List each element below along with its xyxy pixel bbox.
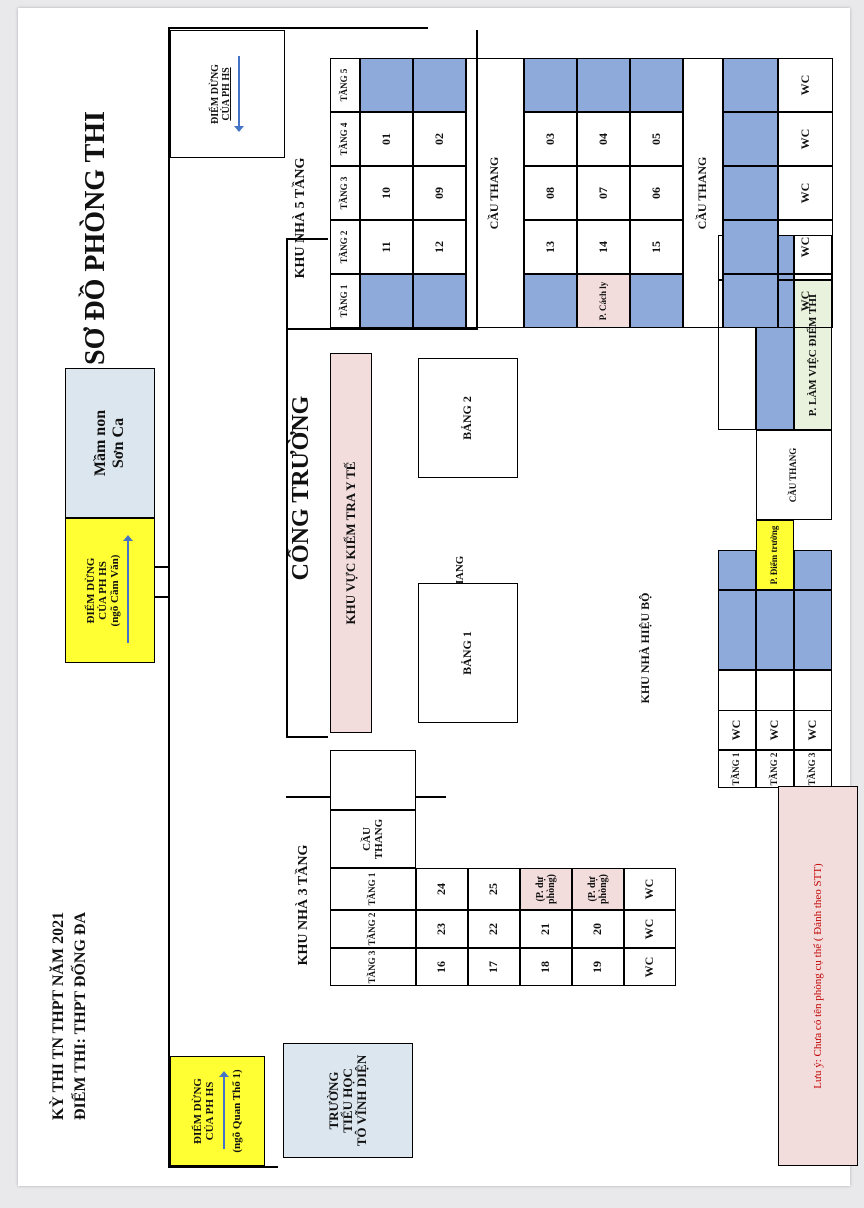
b3-floor-3 <box>330 948 416 986</box>
b3-room-1-0: 17 <box>468 948 520 986</box>
b5-room-3-1: 14 <box>577 220 630 274</box>
stop-right <box>170 30 285 158</box>
b3-room-2-1: 21 <box>520 910 572 948</box>
b3-room-1-1: 22 <box>468 910 520 948</box>
b5-room-1-1: 12 <box>413 220 466 274</box>
kinder-link-a <box>155 596 169 598</box>
b3-floor-2 <box>330 910 416 948</box>
b5-floor-5: TẦNG 5 <box>330 58 360 112</box>
school-gate: CỔNG TRƯỜNG <box>288 395 314 581</box>
b5-room-4-3: 05 <box>630 112 683 166</box>
b3-room-1-2: 25 <box>468 868 520 910</box>
b3-room-2-2: (P. dự phòng) <box>520 868 572 910</box>
b5-room-0-0 <box>360 274 413 328</box>
boundary-left <box>168 1166 278 1168</box>
hb-room-1a <box>718 590 756 670</box>
b5-room-4-1: 15 <box>630 220 683 274</box>
hb-wc-1: WC <box>718 710 756 750</box>
health-check-area: KHU VỰC KIỂM TRA Y TẾ <box>330 353 372 733</box>
b3-room-0-2: 24 <box>416 868 468 910</box>
b5-lower-room-2 <box>723 166 778 220</box>
primary-line1: TRƯỜNG <box>325 1071 341 1130</box>
b3-room-4-1: WC <box>624 910 676 948</box>
hb-room-1b <box>718 550 756 590</box>
stop-mid-line3: (ngõ Cầm Văn) <box>109 554 122 627</box>
hb-room-3b <box>794 550 832 590</box>
kinder-line2: Sơn Ca <box>110 417 127 469</box>
hb-stair: CẦU THANG <box>756 430 832 520</box>
hb-room-3a <box>794 590 832 670</box>
stop-left-line3: (ngõ Quan Thổ 1) <box>230 1069 243 1153</box>
exam-header <box>48 866 91 1166</box>
b5-lower-room-3 <box>723 112 778 166</box>
b5-room-2-4 <box>524 58 577 112</box>
hb-wc-gap3 <box>794 670 832 750</box>
stop-mid-line1: ĐIỂM DỪNG <box>84 557 97 624</box>
b3-room-3-2: (P. dự phòng) <box>572 868 624 910</box>
b5-wc-2: WC <box>778 220 833 274</box>
b5-lower-room-1 <box>723 220 778 274</box>
b5-room-1-0 <box>413 274 466 328</box>
b5-wc-5: WC <box>778 58 833 112</box>
b5-room-4-2: 06 <box>630 166 683 220</box>
stop-left-line1: ĐIỂM DỪNG <box>192 1078 205 1144</box>
b5-room-0-4 <box>360 58 413 112</box>
b5-room-1-4 <box>413 58 466 112</box>
b5-room-3-3: 04 <box>577 112 630 166</box>
hb-floor-3: TẦNG 3 <box>794 750 832 788</box>
stop-quan-tho <box>170 1056 265 1166</box>
kinder-link-b <box>155 566 169 568</box>
board-1-label: BẢNG 1 <box>460 631 475 675</box>
b5-floor-4: TẦNG 4 <box>330 112 360 166</box>
boundary-right <box>168 27 428 29</box>
b3-room-2-0: 18 <box>520 948 572 986</box>
stop-mid-line2: CỦA PH HS <box>96 561 109 620</box>
b5-floor-2: TẦNG 2 <box>330 220 360 274</box>
stop-right-line2: CỦA PH HS <box>220 67 232 121</box>
b3-floor-3-label: TẦNG 3 <box>367 950 378 984</box>
stop-right-line1: ĐIỂM DỪNG <box>209 64 221 124</box>
kinder-line1: Mầm non <box>92 409 110 477</box>
b5-floor-3: TẦNG 3 <box>330 166 360 220</box>
gate-line-l <box>286 736 328 738</box>
primary-line3: TÔ VĨNH DIỆN <box>354 1054 370 1147</box>
hb-wc-2: WC <box>756 710 794 750</box>
stop-left-line2: CỦA PH HS <box>204 1081 217 1141</box>
primary-line2: TIỂU HỌC <box>339 1068 355 1133</box>
b5-room-4-4 <box>630 58 683 112</box>
b5-left-wall <box>286 328 476 330</box>
document-page <box>18 8 850 1186</box>
b5-room-2-3: 03 <box>524 112 577 166</box>
b3-title: KHU NHÀ 3 TẦNG <box>296 844 311 966</box>
arrow-right-icon <box>121 536 135 646</box>
hb-principal: P. Điểm trưởng <box>756 520 794 590</box>
b5-stair-1: CẦU THANG <box>466 58 524 328</box>
b5-wc-1: WC <box>778 274 833 328</box>
b3-room-4-0: WC <box>624 948 676 986</box>
board-2 <box>418 358 518 478</box>
b3-floor-2-label: TẦNG 2 <box>367 912 378 946</box>
b5-title: KHU NHÀ 5 TẦNG <box>293 157 308 279</box>
hb-floor-1: TẦNG 1 <box>718 750 756 788</box>
b5-wc-4: WC <box>778 112 833 166</box>
rotated-diagram <box>18 8 864 1208</box>
b5-room-2-1: 13 <box>524 220 577 274</box>
b5-room-1-2: 09 <box>413 166 466 220</box>
b5-room-3-0: P. Cách ly <box>577 274 630 328</box>
b5-stair-2: CẦU THANG <box>683 58 723 328</box>
b5-room-2-2: 08 <box>524 166 577 220</box>
board-1 <box>418 583 518 723</box>
b5-lower-room-4 <box>723 58 778 112</box>
b5-room-4-0 <box>630 274 683 328</box>
header-line2: ĐIỂM THI: THPT ĐỐNG ĐA <box>71 911 89 1121</box>
b3-gap <box>330 750 416 810</box>
b5-room-3-2: 07 <box>577 166 630 220</box>
b3-stair-top <box>330 810 416 868</box>
b3-room-3-1: 20 <box>572 910 624 948</box>
b3-room-3-0: 19 <box>572 948 624 986</box>
header-line1: KỲ THI TN THPT NĂM 2021 <box>50 911 67 1121</box>
hb-office: P. LÀM VIỆC ĐIỂM THI <box>794 280 832 430</box>
b3-room-0-0: 16 <box>416 948 468 986</box>
hb-room-2a <box>756 590 794 670</box>
b5-room-3-4 <box>577 58 630 112</box>
b3-floor-1 <box>330 868 416 910</box>
b5-lower-room-0 <box>723 274 778 328</box>
b3-room-0-1: 23 <box>416 910 468 948</box>
b5-floor-1: TẦNG 1 <box>330 274 360 328</box>
hb-title: KHU NHÀ HIỆU BỘ <box>638 592 652 704</box>
hb-floor-2: TẦNG 2 <box>756 750 794 788</box>
b5-room-0-3: 01 <box>360 112 413 166</box>
b5-room-0-1: 11 <box>360 220 413 274</box>
hb-wc-3: WC <box>794 710 832 750</box>
b3-stair-top-label: CẦU THANG <box>360 818 385 860</box>
b3-floor-1-label: TẦNG 1 <box>367 872 378 906</box>
b3-room-4-2: WC <box>624 868 676 910</box>
b5-room-2-0 <box>524 274 577 328</box>
diagram-title: SƠ ĐỒ PHÒNG THI <box>80 111 111 365</box>
kindergarten-son-ca <box>65 368 155 518</box>
hb-wc-gap1 <box>718 670 756 750</box>
b5-wc-3: WC <box>778 166 833 220</box>
boundary-top <box>168 28 170 1168</box>
b5-room-0-2: 10 <box>360 166 413 220</box>
stop-cam-van <box>65 518 155 663</box>
gate-line <box>286 238 288 738</box>
note: Lưu ý: Chưa có tên phòng cụ thể ( Đánh theo STT) <box>778 786 858 1166</box>
arrow-left-icon <box>232 54 246 134</box>
hb-wc-gap2 <box>756 670 794 750</box>
board-2-label: BẢNG 2 <box>460 396 475 440</box>
arrow-right-icon <box>217 1071 231 1151</box>
b5-room-1-3: 02 <box>413 112 466 166</box>
primary-school <box>283 1043 413 1158</box>
